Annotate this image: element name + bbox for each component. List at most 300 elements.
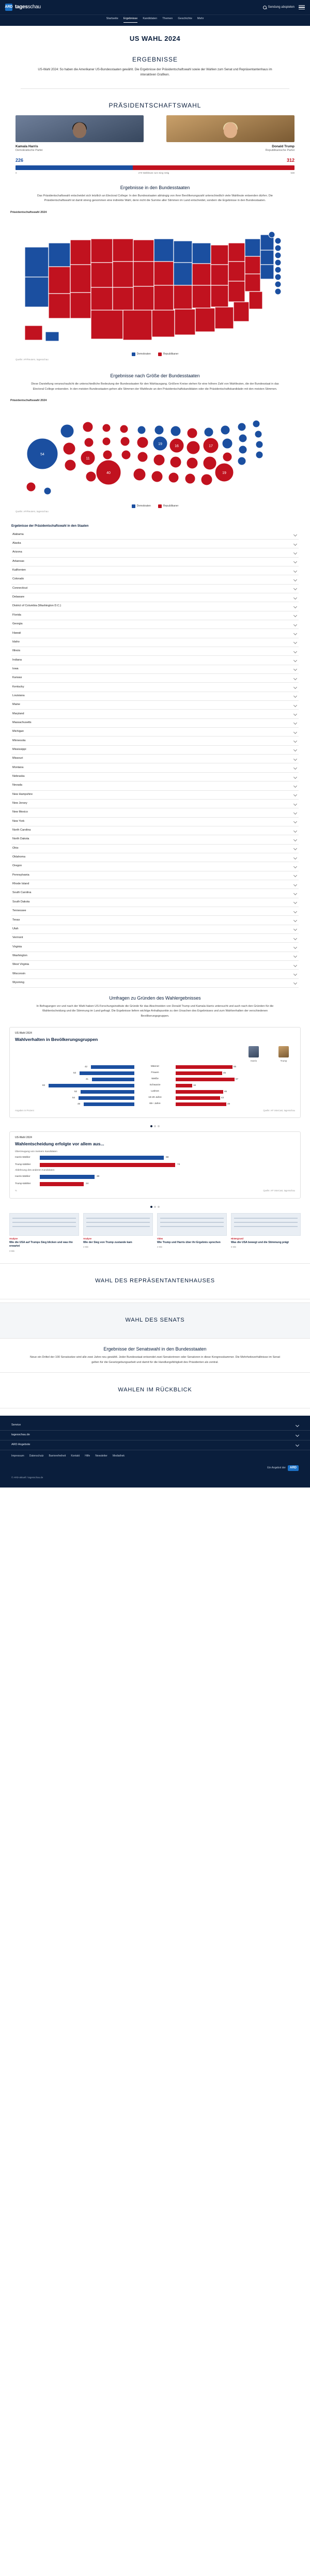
footer-section-ard[interactable]: [0, 1440, 310, 1450]
state-label: Missouri: [12, 757, 23, 760]
state-row-north-carolina[interactable]: [11, 826, 299, 835]
teaser-title: Wie der Sieg von Trump zustande kam: [83, 1240, 132, 1244]
footer-section-label: ARD Angebote: [11, 1443, 30, 1446]
state-row-oregon[interactable]: [11, 862, 299, 871]
state-label: Kalifornien: [12, 569, 26, 572]
state-label: Mississippi: [12, 747, 26, 751]
state-row-kansas[interactable]: [11, 674, 299, 683]
state-row-new-jersey[interactable]: [11, 800, 299, 808]
chevron-down-icon: [293, 569, 297, 573]
footer-link-mediathek[interactable]: Mediathek: [112, 1454, 125, 1458]
chart2-group2-bars: [15, 1175, 295, 1186]
state-label: Nebraska: [12, 775, 25, 778]
dot-1[interactable]: [150, 1206, 152, 1208]
teaser-duration: 4 Min: [83, 1246, 89, 1249]
menu-line-2: [299, 7, 305, 8]
footer-link-impressum[interactable]: Impressum: [11, 1454, 24, 1458]
bar-value-trump: 45: [223, 1071, 226, 1075]
svg-text:40: 40: [106, 471, 111, 476]
state-label: Alaska: [12, 542, 21, 545]
state-row-west-virginia[interactable]: [11, 961, 299, 970]
state-label: Indiana: [12, 658, 22, 662]
bar-label: Trump-Wähler: [15, 1163, 31, 1166]
bar-value-harris: 49: [78, 1102, 81, 1106]
state-row-texas[interactable]: [11, 916, 299, 925]
state-row-missouri[interactable]: [11, 755, 299, 763]
thumb-line: [86, 1226, 150, 1227]
svg-text:19: 19: [222, 471, 226, 476]
ard-logo-icon: ARD: [288, 1465, 299, 1471]
teaser-tag: Analyse: [83, 1237, 92, 1240]
brand-prefix: tages: [15, 4, 28, 10]
bar-value-harris: 54: [72, 1096, 75, 1099]
legend-dem-label: Demokraten: [136, 352, 151, 356]
chart1-row-schwarze: [15, 1084, 295, 1087]
state-row-utah[interactable]: [11, 925, 299, 934]
state-label: Utah: [12, 927, 19, 930]
teaser-row: [0, 1208, 310, 1261]
state-row-maine[interactable]: [11, 701, 299, 710]
state-row-illinois[interactable]: [11, 647, 299, 656]
chevron-down-icon: [293, 775, 297, 778]
bar-value-trump: 49: [227, 1102, 230, 1106]
bar-fill: [40, 1182, 84, 1186]
candidate-trump: [166, 115, 295, 153]
teaser-tag: Video: [157, 1237, 163, 1240]
state-row-kalifornien[interactable]: [11, 566, 299, 575]
state-label: Louisiana: [12, 694, 25, 697]
bar-harris: [84, 1102, 134, 1106]
thumb-line: [12, 1218, 76, 1219]
state-row-connecticut[interactable]: [11, 585, 299, 593]
chevron-down-icon: [293, 838, 297, 841]
chevron-down-icon: [293, 900, 297, 904]
primary-nav: [0, 14, 310, 26]
thumb-line: [234, 1218, 298, 1219]
bar-value: 24: [86, 1182, 89, 1185]
state-row-new-hampshire[interactable]: [11, 791, 299, 800]
brand[interactable]: [5, 4, 41, 11]
chart1-legend: [15, 1046, 295, 1064]
chevron-down-icon: [293, 981, 297, 985]
state-row-montana[interactable]: [11, 763, 299, 772]
results-heading: ERGEBNISSE: [132, 55, 178, 63]
state-row-pennsylvania[interactable]: [11, 871, 299, 880]
state-label: Illinois: [12, 649, 21, 653]
trump-party: Republikanische Partei: [265, 149, 295, 152]
chevron-down-icon: [293, 551, 297, 555]
teaser-thumbnail: [9, 1213, 79, 1236]
cartogram-legend: [0, 502, 310, 509]
state-row-mississippi[interactable]: [11, 746, 299, 755]
thumb-line: [160, 1222, 224, 1223]
bar-value-trump: 43: [221, 1096, 224, 1099]
chevron-down-icon: [293, 811, 297, 815]
bar-trump: [176, 1078, 235, 1081]
footer-link-barrierefreiheit[interactable]: Barrierefreiheit: [49, 1454, 66, 1458]
chart-card-decision-reason: [9, 1131, 301, 1199]
teaser-card-2[interactable]: [83, 1213, 153, 1253]
senate-heading: WAHL DES SENATS: [0, 1302, 310, 1339]
surveys-heading: Umfragen zu Gründen des Wahlergebnisses: [109, 995, 201, 1001]
state-row-arizona[interactable]: [11, 548, 299, 557]
state-row-louisiana[interactable]: [11, 692, 299, 701]
state-row-oklahoma[interactable]: [11, 853, 299, 862]
dot-1[interactable]: [150, 1125, 152, 1127]
bar-value-trump: 55: [234, 1065, 237, 1068]
chevron-down-icon: [293, 596, 297, 600]
candidate-harris: [16, 115, 144, 153]
state-row-dc[interactable]: [11, 602, 299, 611]
footer-link-newsletter[interactable]: Newsletter: [95, 1454, 107, 1458]
chevron-down-icon: [293, 766, 297, 770]
map-source: Quelle: AP/Reuters, tagesschau: [16, 358, 49, 361]
nav-item-kandidaten[interactable]: Kandidaten: [143, 17, 158, 20]
electoral-section-text: Das Präsidentschaftswahl entscheidet sich letztlich an Electoral College: In den Bundesstaaten abhängig von ihrer Bevölkerungszahl unterschiedlich viele Wahlleute entsenden dürfen. Die Präsidentschaftswahl ist damit streng genommen eine indirekte Wahl, denn nicht die Summe aller Stimmen im Land entscheidet, sondern die Ergebnisse in den Bundesstaaten.: [37, 194, 273, 203]
state-row-washington[interactable]: [11, 952, 299, 961]
bar-value-trump: 46: [224, 1090, 227, 1093]
trump-face: [224, 122, 237, 138]
carto-legend-democrats: [132, 504, 151, 508]
dot-2[interactable]: [154, 1206, 156, 1208]
bar-value: 68: [166, 1156, 169, 1159]
state-label: Washington: [12, 954, 27, 957]
state-label: Virginia: [12, 945, 22, 948]
state-label: West Virginia: [12, 963, 29, 967]
state-row-michigan[interactable]: [11, 728, 299, 737]
state-row-virginia[interactable]: [11, 943, 299, 952]
page-title: US WAHL 2024: [129, 34, 181, 42]
dot-3[interactable]: [158, 1125, 160, 1127]
bar-category-label: Frauen: [151, 1071, 159, 1074]
carto-legend-dem-swatch: [132, 504, 135, 508]
state-label: Oklahoma: [12, 855, 26, 859]
chevron-down-icon: [296, 1443, 299, 1447]
chevron-down-icon: [293, 883, 297, 886]
state-label: Colorado: [12, 577, 24, 581]
state-label: New Mexico: [12, 810, 28, 814]
carto-legend-republicans: [158, 504, 178, 508]
chart1-title: Wahlverhalten in Bevölkerungsgruppen: [15, 1037, 98, 1042]
footer-brand-note: Ein Angebot der: [267, 1466, 286, 1469]
state-label: New Hampshire: [12, 792, 33, 796]
chevron-down-icon: [293, 721, 297, 725]
chart1-source: Quelle: AP VoteCast, tagesschau: [263, 1109, 295, 1112]
bar-harris: [81, 1090, 134, 1094]
chevron-down-icon: [296, 1433, 299, 1437]
state-row-kentucky[interactable]: [11, 683, 299, 692]
bar-segment-trump: [133, 165, 295, 170]
state-label: Oregon: [12, 864, 22, 868]
chevron-down-icon: [293, 954, 297, 958]
state-label: North Carolina: [12, 829, 31, 832]
state-label: Wyoming: [12, 980, 24, 984]
chart2-footer: [15, 1189, 295, 1192]
chevron-down-icon: [293, 927, 297, 931]
state-label: Arizona: [12, 550, 22, 554]
bar-label: Harris-Wähler: [15, 1175, 30, 1178]
senate-text: Neue ein Drittel der 100 Senatssitze wird alle zwei Jahre neu gewählt. Jeder Bundesstaat entsendet zwei Senatorinnen oder Senatoren in diese Kongresskammer. Die Mehrheitsverhältnisse im Senat gelten für die Gesetzgebungsarbeit und damit für die Handlungsfähigkeit des Präsidenten als zentral.: [30, 1356, 280, 1364]
state-row-nebraska[interactable]: [11, 773, 299, 781]
state-row-south-carolina[interactable]: [11, 889, 299, 898]
state-label: Alabama: [12, 532, 24, 536]
bar-trump: [176, 1090, 223, 1094]
state-row-wisconsin[interactable]: [11, 970, 299, 978]
chart1-row-maenner: [15, 1065, 295, 1069]
chevron-down-icon: [293, 658, 297, 662]
candidate-row: [0, 113, 310, 153]
bar-harris: [79, 1096, 134, 1100]
state-row-south-dakota[interactable]: [11, 898, 299, 907]
electoral-stacked-bar: [16, 165, 295, 170]
state-row-rhode-island[interactable]: [11, 880, 299, 889]
scale-max: 538: [290, 172, 295, 175]
senate-sub-title: Ergebnisse der Senatswahl in den Bundesstaaten: [103, 1346, 207, 1352]
map-label: Präsidentschaftswahl 2024: [10, 210, 47, 214]
chart2-row-trump-rejection: [15, 1182, 295, 1186]
bar-category-label: Weiße: [151, 1077, 159, 1080]
divider-1: [21, 88, 289, 89]
us-map-svg: [16, 216, 295, 350]
harris-portrait: [16, 115, 144, 142]
legend-rep-swatch: [158, 352, 162, 356]
state-row-alabama[interactable]: [11, 531, 299, 540]
teaser-duration: 3 Min: [9, 1250, 15, 1253]
bar-harris: [92, 1078, 134, 1081]
state-label: Montana: [12, 765, 24, 769]
state-row-tennessee[interactable]: [11, 907, 299, 916]
us-results-map[interactable]: [16, 216, 295, 350]
state-label: New York: [12, 819, 25, 823]
chart2-row-harris-conviction: [15, 1156, 295, 1160]
dot-2[interactable]: [154, 1125, 156, 1127]
bar-trump: [176, 1065, 233, 1069]
electoral-section-title: Ergebnisse in den Bundesstaaten: [120, 185, 190, 190]
chevron-down-icon: [293, 748, 297, 752]
state-row-minnesota[interactable]: [11, 737, 299, 745]
chart1-bars: [15, 1065, 295, 1106]
state-row-ohio[interactable]: [11, 845, 299, 853]
state-row-new-york[interactable]: [11, 818, 299, 826]
bar-label: Harris-Wähler: [15, 1156, 30, 1159]
bar-trump: [176, 1084, 192, 1087]
state-label: New Jersey: [12, 802, 27, 805]
map-legend: [0, 350, 310, 357]
state-row-colorado[interactable]: [11, 575, 299, 584]
bar-category-label: 65+ Jahre: [149, 1102, 161, 1105]
footer-brand: [0, 1462, 310, 1476]
chevron-down-icon: [293, 623, 297, 626]
bar-fill: [40, 1163, 175, 1167]
chevron-down-icon: [293, 918, 297, 922]
bar-value-harris: 42: [85, 1065, 88, 1068]
page-intro: US-Wahl 2024: So haben die Amerikaner US-Bundesstaaten gewählt. Die Ergebnisse der Präsidentschaftswahl sowie der Wahlen zum Senat und Repräsentantenhaus im interaktiven Grafiken.: [38, 68, 272, 77]
state-label: Kansas: [12, 676, 22, 680]
state-label: Vermont: [12, 936, 23, 940]
bar-value-harris: 41: [86, 1078, 89, 1081]
nav-item-mehr[interactable]: Mehr: [197, 17, 204, 20]
legend-rep-label: Republikaner: [163, 352, 179, 356]
chart1-footer: [15, 1109, 295, 1112]
trump-electors: 312: [286, 158, 295, 163]
scale-min: 0: [16, 172, 17, 175]
state-row-maryland[interactable]: [11, 710, 299, 718]
carto-legend-dem-label: Demokraten: [136, 504, 151, 508]
teaser-tag: Hintergrund: [231, 1237, 243, 1240]
carousel-dots-2[interactable]: [0, 1203, 310, 1208]
state-label: North Dakota: [12, 837, 29, 841]
state-row-nevada[interactable]: [11, 781, 299, 790]
chart2-row-trump-conviction: [15, 1163, 295, 1167]
bar-value-harris: 83: [42, 1084, 45, 1087]
legend-dem-swatch: [132, 352, 135, 356]
header-actions: [263, 5, 305, 10]
chevron-down-icon: [293, 757, 297, 761]
play-icon: [263, 6, 267, 9]
teaser-title: Wie die USA auf Trumps Sieg blicken und was ihn erwartet: [9, 1240, 73, 1248]
chevron-down-icon: [293, 892, 297, 895]
state-label: South Carolina: [12, 891, 32, 895]
trump-legend-label: Trump: [280, 1059, 287, 1062]
svg-text:54: 54: [40, 453, 44, 457]
chevron-down-icon: [293, 614, 297, 617]
cartogram-svg: [16, 404, 295, 502]
nav-item-startseite[interactable]: Startseite: [106, 17, 118, 20]
chart1-kicker: US-Wahl 2024: [15, 1032, 32, 1035]
cartogram-label: Präsidentschaftswahl 2024: [10, 399, 47, 403]
teaser-thumbnail: [231, 1213, 301, 1236]
chart1-legend-harris: [244, 1046, 263, 1064]
state-row-hawaii[interactable]: [11, 629, 299, 638]
state-label: Georgia: [12, 622, 23, 626]
bar-trump: [176, 1102, 226, 1106]
state-row-new-mexico[interactable]: [11, 808, 299, 817]
footer-copyright: © ARD-aktuell / tagesschau.de: [11, 1476, 43, 1479]
electoral-counts: [16, 157, 295, 164]
chart1-row-weisse: [15, 1078, 295, 1081]
bar-trump: [176, 1096, 220, 1100]
harris-legend-label: Harris: [251, 1059, 257, 1062]
teaser-thumbnail: [83, 1213, 153, 1236]
state-row-florida[interactable]: [11, 611, 299, 620]
harris-name: Kamala Harris: [16, 144, 38, 148]
states-section-title: Ergebnisse der Präsidentschaftswahl in den Staaten: [11, 524, 89, 528]
nav-item-geschichte[interactable]: Geschichte: [178, 17, 192, 20]
state-row-arkansas[interactable]: [11, 558, 299, 566]
footer-link-datenschutz[interactable]: Datenschutz: [29, 1454, 44, 1458]
bar-value-harris: 52: [74, 1090, 78, 1093]
state-row-delaware[interactable]: [11, 593, 299, 602]
chevron-down-icon: [293, 685, 297, 689]
nav-item-ergebnisse[interactable]: Ergebnisse: [123, 17, 138, 23]
carto-legend-rep-swatch: [158, 504, 162, 508]
harris-electors: 226: [16, 158, 24, 163]
state-label: Massachusetts: [12, 720, 32, 724]
state-label: Texas: [12, 918, 20, 922]
state-label: Michigan: [12, 730, 24, 733]
state-label: Florida: [12, 613, 21, 617]
chevron-down-icon: [293, 945, 297, 949]
chart2-source: Quelle: AP VoteCast, tagesschau: [263, 1189, 295, 1192]
state-label: Maryland: [12, 712, 24, 715]
brand-suffix: schau: [27, 4, 41, 10]
thumb-line: [234, 1222, 298, 1223]
chevron-down-icon: [293, 605, 297, 608]
chevron-down-icon: [293, 784, 297, 788]
menu-line-3: [299, 9, 305, 10]
state-row-iowa[interactable]: [11, 665, 299, 674]
chart2-group2-label: Ablehnung des anderen Kandidaten: [15, 1169, 55, 1172]
state-label: Delaware: [12, 595, 25, 599]
teaser-card-4[interactable]: [231, 1213, 301, 1253]
chevron-down-icon: [293, 703, 297, 707]
chevron-down-icon: [293, 677, 297, 680]
bar-category-label: Schwarze: [149, 1083, 161, 1086]
state-label: Hawaii: [12, 631, 21, 635]
state-row-georgia[interactable]: [11, 620, 299, 629]
chevron-down-icon: [293, 910, 297, 913]
footer-section-tagesschau[interactable]: [0, 1431, 310, 1440]
footer-section-service[interactable]: [0, 1421, 310, 1431]
chevron-down-icon: [296, 1423, 299, 1427]
state-row-idaho[interactable]: [11, 638, 299, 647]
us-cartogram[interactable]: [16, 404, 295, 502]
dot-3[interactable]: [158, 1206, 160, 1208]
nav-item-themen[interactable]: Themen: [162, 17, 173, 20]
state-label: Connecticut: [12, 586, 28, 590]
state-row-alaska[interactable]: [11, 540, 299, 548]
bar-value: 30: [97, 1175, 100, 1178]
chart2-row-harris-rejection: [15, 1175, 295, 1179]
state-label: Nevada: [12, 784, 22, 787]
chevron-down-icon: [293, 865, 297, 868]
state-row-massachusetts[interactable]: [11, 719, 299, 728]
bar-category-label: Latinos: [151, 1090, 159, 1093]
chevron-down-icon: [293, 739, 297, 743]
chart1-row-frauen: [15, 1071, 295, 1075]
chevron-down-icon: [293, 937, 297, 940]
state-row-wyoming[interactable]: [11, 979, 299, 988]
chevron-down-icon: [293, 560, 297, 563]
bar-fill: [40, 1175, 95, 1179]
state-label: Minnesota: [12, 739, 26, 742]
state-label: Idaho: [12, 640, 20, 643]
bar-value-trump: 16: [193, 1084, 196, 1087]
trump-name: Donald Trump: [272, 144, 295, 148]
teaser-card-1[interactable]: [9, 1213, 79, 1253]
play-broadcast-button[interactable]: [263, 5, 295, 10]
site-header: [0, 0, 310, 14]
chart1-note: Angaben in Prozent: [15, 1109, 34, 1112]
state-label: South Dakota: [12, 900, 30, 903]
harris-face: [73, 122, 86, 138]
state-label: Arkansas: [12, 559, 24, 563]
ard-logo-label: ARD: [5, 5, 13, 9]
footer-link-kontakt[interactable]: Kontakt: [71, 1454, 80, 1458]
footer-link-hilfe[interactable]: Hilfe: [85, 1454, 90, 1458]
carto-legend-rep-label: Republikaner: [163, 504, 179, 508]
state-row-north-dakota[interactable]: [11, 835, 299, 844]
state-row-vermont[interactable]: [11, 934, 299, 943]
menu-button[interactable]: [299, 5, 305, 10]
chart2-unit: %: [15, 1189, 17, 1192]
states-accordion: [11, 531, 299, 988]
carousel-dots-1[interactable]: [0, 1122, 310, 1127]
teaser-card-3[interactable]: [157, 1213, 227, 1253]
harris-avatar: [249, 1046, 259, 1057]
state-row-indiana[interactable]: [11, 656, 299, 665]
svg-text:17: 17: [209, 444, 213, 449]
